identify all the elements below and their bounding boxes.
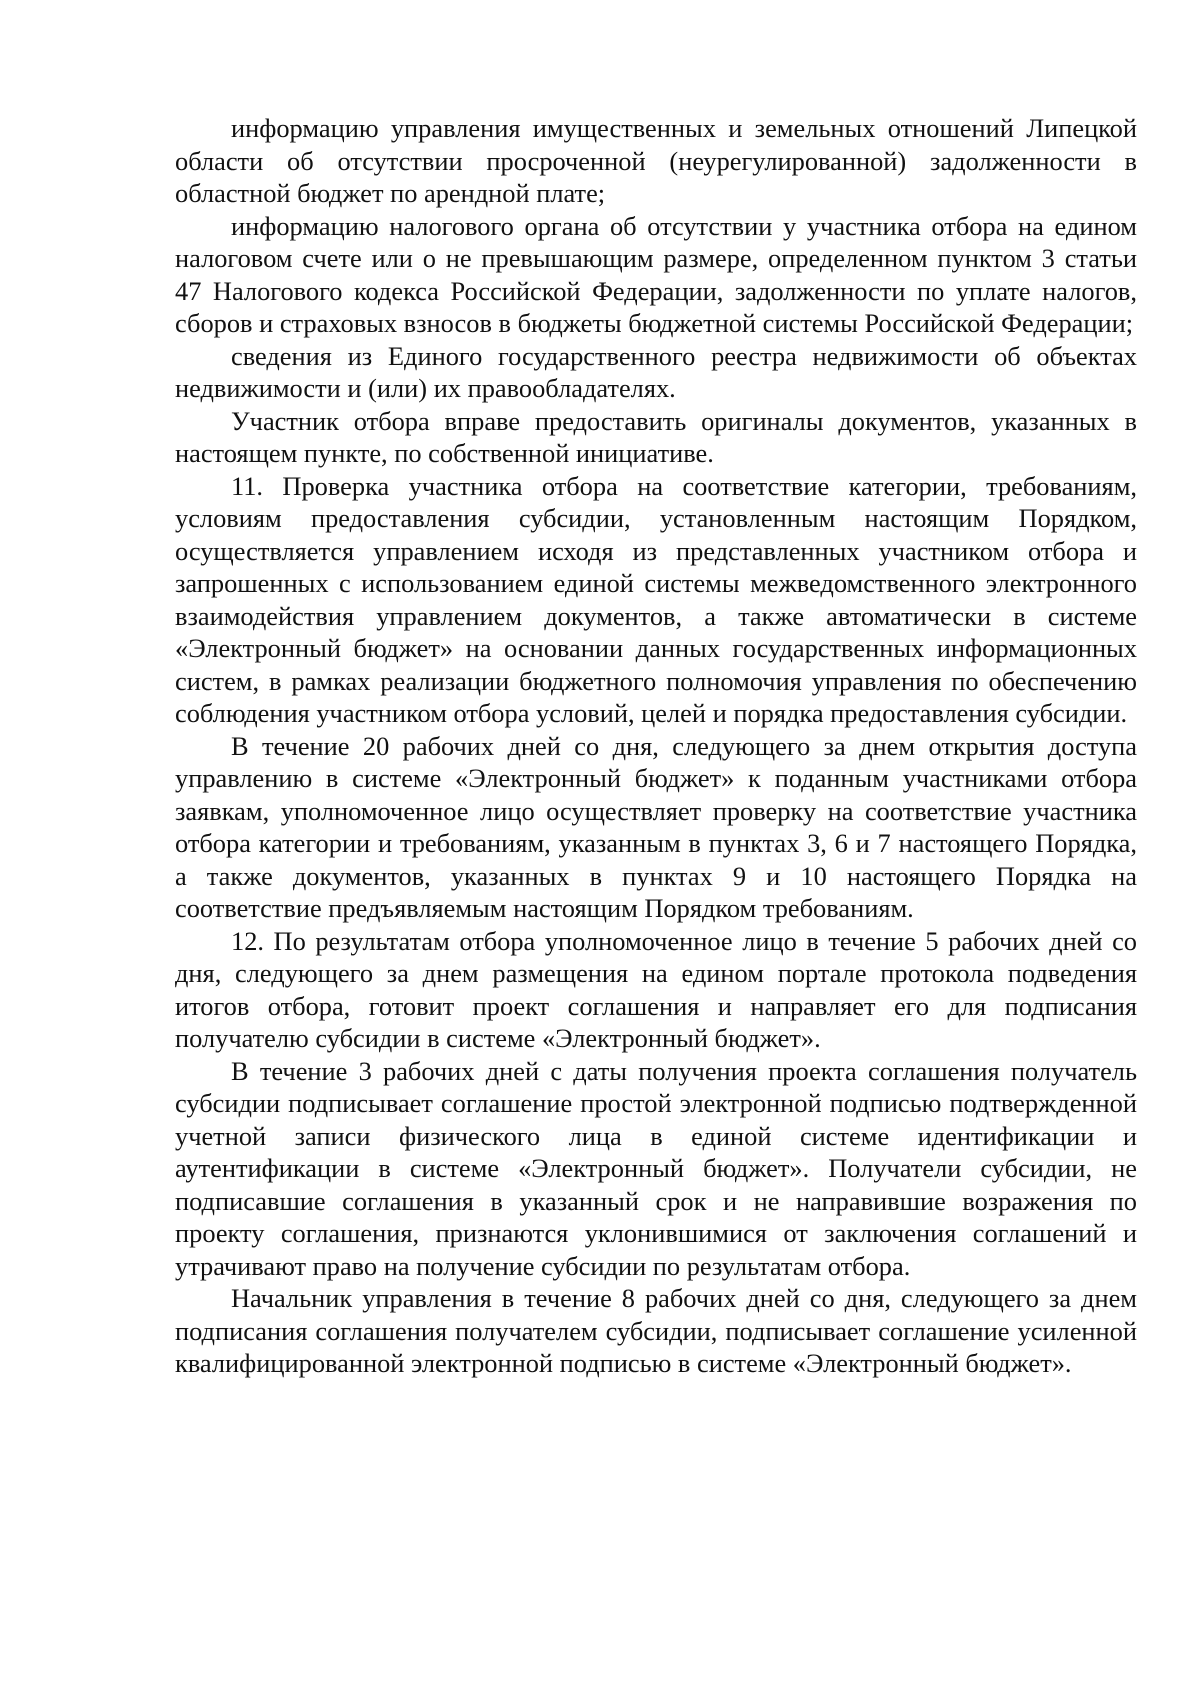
paragraph-tax-authority-info: информацию налогового органа об отсутствии у участника отбора на едином налоговом счете или о не превышающим размере, определенном пунктом 3 статьи 47 Налогового кодекса Российской Федерации, задолженности по уплате налогов, сборов и страховых взносов в бюджеты бюджетной системы Российской Федерации; [175, 210, 1137, 338]
paragraph-review-period: В течение 20 рабочих дней со дня, следующего за днем открытия доступа управлению в системе «Электронный бюджет» к поданным участниками отбора заявкам, уполномоченное лицо осуществляет проверку на соответствие участника отбора категории и требованиям, указанным в пунктах 3, 6 и 7 настоящего Порядка, а также документов, указанных в пунктах 9 и 10 настоящего Порядка на соответствие предъявляемым настоящим Порядком требованиям. [175, 730, 1137, 923]
paragraph-signing-head: Начальник управления в течение 8 рабочих дней со дня, следующего за днем подписания соглашения получателем субсидии, подписывает соглашение усиленной квалифицированной электронной подписью в системе «Электронный бюджет». [175, 1283, 1137, 1378]
paragraph-tax-arrears-info: информацию управления имущественных и земельных отношений Липецкой области об отсутствии просроченной (неурегулированной) задолженности в областной бюджет по арендной плате; [175, 113, 1137, 208]
paragraph-section-11: 11. Проверка участника отбора на соответствие категории, требованиям, условиям предоставления субсидии, установленным настоящим Порядком, осуществляется управлением исходя из представленных участником отбора и запрошенных с использованием единой системы межведомственного электронного взаимодействия управлением документов, а также автоматически в системе «Электронный бюджет» на основании данных государственных информационных систем, в рамках реализации бюджетного полномочия управления по обеспечению соблюдения участником отбора условий, целей и порядка предоставления субсидии. [175, 470, 1137, 728]
paragraph-original-documents: Участник отбора вправе предоставить оригиналы документов, указанных в настоящем пункте, по собственной инициативе. [175, 405, 1137, 468]
document-body [175, 112, 1137, 1380]
paragraph-section-12: 12. По результатам отбора уполномоченное лицо в течение 5 рабочих дней со дня, следующего за днем размещения на едином портале протокола подведения итогов отбора, готовит проект соглашения и направляет его для подписания получателю субсидии в системе «Электронный бюджет». [175, 925, 1137, 1053]
paragraph-signing-recipient: В течение 3 рабочих дней с даты получения проекта соглашения получатель субсидии подписывает соглашение простой электронной подписью подтвержденной учетной записи физического лица в единой системе идентификации и аутентификации в системе «Электронный бюджет». Получатели субсидии, не подписавшие соглашения в указанный срок и не направившие возражения по проекту соглашения, признаются уклонившимися от заключения соглашений и утрачивают право на получение субсидии по результатам отбора. [175, 1055, 1137, 1281]
paragraph-real-estate-registry: сведения из Единого государственного реестра недвижимости об объектах недвижимости и (или) их правообладателях. [175, 340, 1137, 403]
